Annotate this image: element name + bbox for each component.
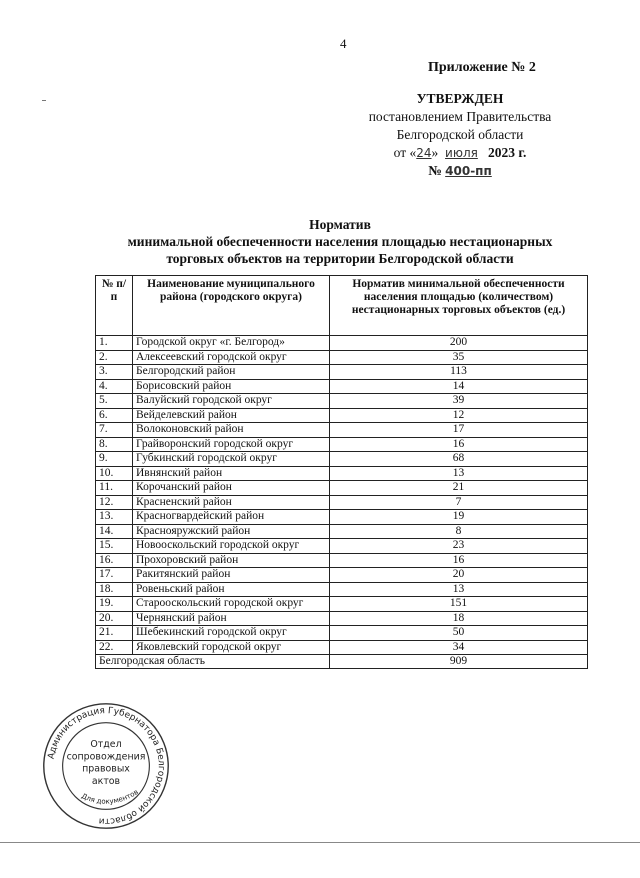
scan-edge-line (0, 842, 640, 843)
row-number: 11. (96, 481, 133, 496)
header-number: № п/п (96, 276, 133, 336)
approval-block (360, 90, 560, 180)
row-norm-value: 13 (330, 466, 588, 481)
row-norm-value: 34 (330, 640, 588, 655)
date-mid: » (431, 145, 439, 160)
row-district: Волоконовский район (133, 423, 330, 438)
stamp-ring-text: Администрация Губернатора Белгородской области (46, 706, 166, 826)
row-norm-value: 151 (330, 597, 588, 612)
table-row (96, 495, 588, 510)
row-district: Прохоровский район (133, 553, 330, 568)
row-number: 6. (96, 408, 133, 423)
row-number: 17. (96, 568, 133, 583)
row-norm-value: 200 (330, 336, 588, 351)
document-number: 400-пп (445, 164, 492, 178)
row-district: Чернянский район (133, 611, 330, 626)
table-row (96, 539, 588, 554)
stamp-center-line2: сопровождения (66, 751, 146, 763)
row-norm-value: 12 (330, 408, 588, 423)
table-row (96, 553, 588, 568)
row-district: Губкинский городской округ (133, 452, 330, 467)
table-body (96, 336, 588, 655)
row-norm-value: 35 (330, 350, 588, 365)
table-row (96, 423, 588, 438)
row-norm-value: 14 (330, 379, 588, 394)
row-number: 4. (96, 379, 133, 394)
document-title (100, 216, 580, 267)
row-norm-value: 19 (330, 510, 588, 525)
scan-artifact (42, 100, 46, 101)
table-row (96, 408, 588, 423)
title-line3: торговых объектов на территории Белгородской области (166, 251, 514, 266)
row-norm-value: 68 (330, 452, 588, 467)
approved-line2: Белгородской области (396, 127, 524, 142)
row-district: Ивнянский район (133, 466, 330, 481)
table-header-row (96, 276, 588, 336)
row-number: 1. (96, 336, 133, 351)
row-district: Ровеньский район (133, 582, 330, 597)
table-row (96, 524, 588, 539)
row-number: 13. (96, 510, 133, 525)
date-day: 24 (416, 146, 432, 160)
row-norm-value: 23 (330, 539, 588, 554)
row-number: 10. (96, 466, 133, 481)
row-norm-value: 13 (330, 582, 588, 597)
row-norm-value: 7 (330, 495, 588, 510)
table-row (96, 597, 588, 612)
table-row (96, 582, 588, 597)
stamp-center-line4: актов (91, 775, 121, 787)
title-line1: Норматив (309, 217, 371, 232)
page-number: 4 (340, 36, 347, 51)
table-row (96, 626, 588, 641)
table-row (96, 379, 588, 394)
row-number: 9. (96, 452, 133, 467)
row-number: 7. (96, 423, 133, 438)
stamp-center-line3: правовых (82, 763, 130, 775)
stamp-bottom-text: Для документов (80, 787, 140, 806)
row-norm-value: 21 (330, 481, 588, 496)
row-norm-value: 113 (330, 365, 588, 380)
header-norm: Норматив минимальной обеспеченности населения площадью (количеством) нестационарных торговых объектов (ед.) (330, 276, 588, 336)
table-row (96, 466, 588, 481)
row-district: Шебекинский городской округ (133, 626, 330, 641)
approved-date (360, 144, 560, 162)
row-district: Красненский район (133, 495, 330, 510)
date-prefix: от « (393, 145, 417, 160)
number-prefix: № (428, 163, 442, 178)
table-row (96, 336, 588, 351)
row-norm-value: 17 (330, 423, 588, 438)
stamp-center-line1: Отдел (90, 739, 122, 751)
row-district: Вейделевский район (133, 408, 330, 423)
row-number: 15. (96, 539, 133, 554)
table-row (96, 568, 588, 583)
row-district: Валуйский городской округ (133, 394, 330, 409)
row-district: Краснояружский район (133, 524, 330, 539)
row-district: Новооскольский городской округ (133, 539, 330, 554)
table-row (96, 452, 588, 467)
table-total-row (96, 655, 588, 669)
appendix-label: Приложение № 2 (428, 60, 536, 75)
row-number: 18. (96, 582, 133, 597)
row-district: Грайворонский городской округ (133, 437, 330, 452)
table-row (96, 365, 588, 380)
stamp-seal (40, 700, 172, 832)
row-norm-value: 39 (330, 394, 588, 409)
approved-line1: постановлением Правительства (368, 109, 552, 124)
row-number: 21. (96, 626, 133, 641)
row-number: 22. (96, 640, 133, 655)
row-norm-value: 50 (330, 626, 588, 641)
title-line2: минимальной обеспеченности населения площадью нестационарных (127, 234, 553, 249)
row-district: Корочанский район (133, 481, 330, 496)
row-district: Алексеевский городской округ (133, 350, 330, 365)
row-district: Борисовский район (133, 379, 330, 394)
row-number: 16. (96, 553, 133, 568)
row-number: 19. (96, 597, 133, 612)
row-district: Городской округ «г. Белгород» (133, 336, 330, 351)
table-row (96, 437, 588, 452)
row-norm-value: 20 (330, 568, 588, 583)
table-row (96, 611, 588, 626)
row-district: Ракитянский район (133, 568, 330, 583)
total-label: Белгородская область (96, 655, 330, 669)
norm-table (95, 275, 588, 669)
table-row (96, 640, 588, 655)
date-year: 2023 г. (487, 145, 527, 160)
row-number: 20. (96, 611, 133, 626)
row-number: 5. (96, 394, 133, 409)
row-number: 3. (96, 365, 133, 380)
row-norm-value: 18 (330, 611, 588, 626)
row-norm-value: 16 (330, 553, 588, 568)
row-norm-value: 8 (330, 524, 588, 539)
row-district: Яковлевский городской округ (133, 640, 330, 655)
table-row (96, 394, 588, 409)
approved-heading: УТВЕРЖДЕН (416, 91, 504, 106)
total-value: 909 (330, 655, 588, 669)
row-number: 14. (96, 524, 133, 539)
row-number: 8. (96, 437, 133, 452)
row-number: 2. (96, 350, 133, 365)
header-district: Наименование муниципального района (городского округа) (133, 276, 330, 336)
approved-number (360, 162, 560, 180)
row-district: Старооскольский городской округ (133, 597, 330, 612)
row-district: Красногвардейский район (133, 510, 330, 525)
table-row (96, 481, 588, 496)
date-month: июля (445, 146, 478, 160)
row-district: Белгородский район (133, 365, 330, 380)
table-row (96, 510, 588, 525)
row-number: 12. (96, 495, 133, 510)
table-row (96, 350, 588, 365)
row-norm-value: 16 (330, 437, 588, 452)
